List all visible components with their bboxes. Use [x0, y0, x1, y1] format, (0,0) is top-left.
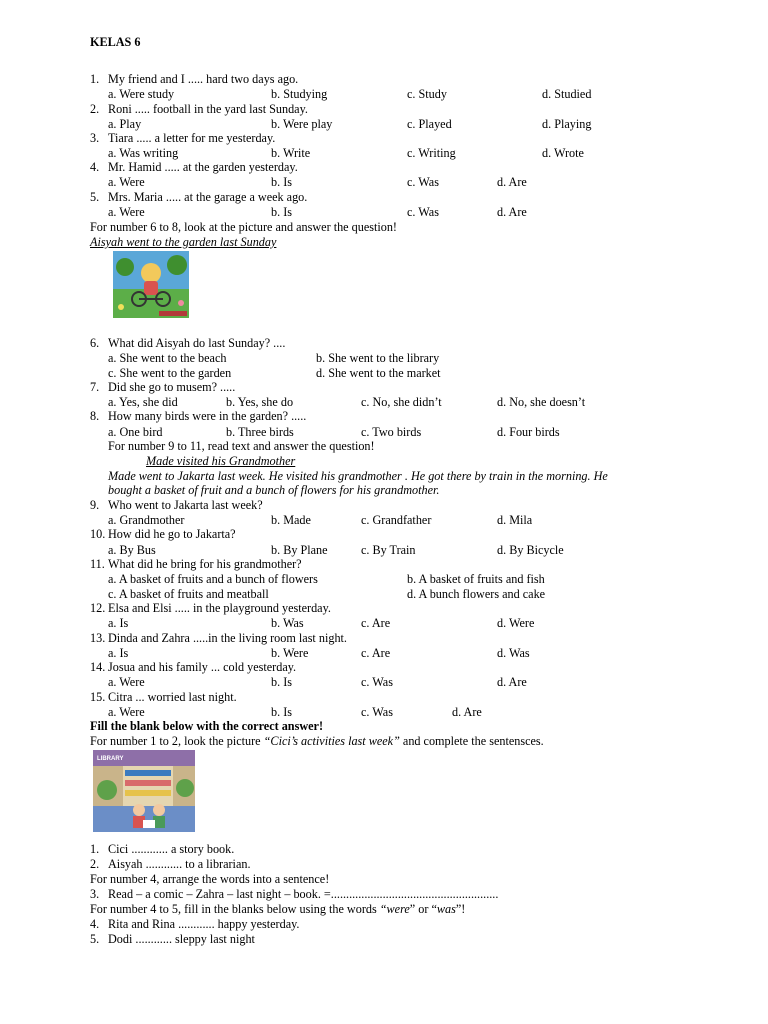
reading-text-line-1: Made went to Jakarta last week. He visited his grandmother . He got there by train in the morning. He [108, 469, 608, 483]
instruction-4: For number 4, arrange the words into a sentence! [90, 872, 330, 886]
question-number: 11. [90, 557, 105, 571]
q14-option-c: c. Was [361, 675, 393, 689]
question-number: 8. [90, 409, 100, 423]
q7-option-d: d. No, she doesn’t [497, 395, 586, 409]
question-number: 3. [90, 131, 100, 145]
picture-title: “Cici’s activities last week” [263, 734, 400, 748]
fill-3 [90, 887, 498, 901]
q5-option-c: c. Was [407, 205, 439, 219]
q6-option-a: a. She went to the beach [108, 351, 227, 365]
item-number: 3. [90, 887, 100, 901]
q11-option-a: a. A basket of fruits and a bunch of flowers [108, 572, 318, 586]
instruction-9-11: For number 9 to 11, read text and answer the question! [108, 439, 375, 453]
question-10 [90, 527, 236, 541]
q15-option-c: c. Was [361, 705, 393, 719]
question-11 [90, 557, 302, 571]
q10-option-c: c. By Train [361, 543, 416, 557]
question-6 [90, 336, 285, 350]
q3-option-c: c. Writing [407, 146, 456, 160]
q1-option-b: b. Studying [271, 87, 328, 101]
item-number: 4. [90, 917, 100, 931]
question-text: What did Aisyah do last Sunday? .... [108, 336, 286, 350]
question-text: How did he go to Jakarta? [108, 527, 236, 541]
instruction-text: For number 1 to 2, look the picture [90, 734, 264, 748]
picture1-caption: Aisyah went to the garden last Sunday [90, 235, 277, 249]
q15-option-a: a. Were [108, 705, 145, 719]
q13-option-c: c. Are [361, 646, 391, 660]
question-number: 7. [90, 380, 100, 394]
question-number: 14. [90, 660, 106, 674]
item-text: Cici ............ a story book. [108, 842, 235, 856]
q2-option-c: c. Played [407, 117, 452, 131]
q1-option-c: c. Study [407, 87, 447, 101]
q8-option-c: c. Two birds [361, 425, 422, 439]
q11-option-c: c. A basket of fruits and meatball [108, 587, 269, 601]
q14-option-b: b. Is [271, 675, 292, 689]
q9-option-a: a. Grandmother [108, 513, 185, 527]
question-number: 15. [90, 690, 106, 704]
q4-option-b: b. Is [271, 175, 292, 189]
question-text: Tiara ..... a letter for me yesterday. [108, 131, 276, 145]
q3-option-b: b. Write [271, 146, 311, 160]
question-text: What did he bring for his grandmother? [108, 557, 302, 571]
question-5 [90, 190, 307, 204]
library-picture [93, 750, 195, 832]
question-text: Roni ..... football in the yard last Sunday. [108, 102, 308, 116]
question-12 [90, 601, 331, 615]
question-3 [90, 131, 275, 145]
question-number: 2. [90, 102, 100, 116]
q8-option-d: d. Four birds [497, 425, 560, 439]
q6-option-b: b. She went to the library [316, 351, 440, 365]
question-text: Citra ... worried last night. [108, 690, 237, 704]
q8-option-b: b. Three birds [226, 425, 294, 439]
question-text: Mrs. Maria ..... at the garage a week ago. [108, 190, 308, 204]
question-13 [90, 631, 347, 645]
q5-option-a: a. Were [108, 205, 145, 219]
q2-option-d: d. Playing [542, 117, 592, 131]
question-number: 4. [90, 160, 100, 174]
q2-option-a: a. Play [108, 117, 142, 131]
q6-option-d: d. She went to the market [316, 366, 441, 380]
q15-option-b: b. Is [271, 705, 292, 719]
question-number: 1. [90, 72, 100, 86]
item-text: Dodi ............ sleppy last night [108, 932, 255, 946]
garden-picture [113, 251, 189, 318]
q12-option-b: b. Was [271, 616, 304, 630]
section-2-title: Fill the blank below with the correct answer! [90, 719, 324, 733]
q15-option-d: d. Are [452, 705, 482, 719]
item-number: 1. [90, 842, 100, 856]
q6-option-c: c. She went to the garden [108, 366, 232, 380]
q2-option-b: b. Were play [271, 117, 333, 131]
q11-option-d: d. A bunch flowers and cake [407, 587, 546, 601]
word-were: “were [379, 902, 410, 916]
q11-option-b: b. A basket of fruits and fish [407, 572, 545, 586]
item-number: 5. [90, 932, 100, 946]
q1-option-a: a. Were study [108, 87, 175, 101]
instruction-text: ” or “ [409, 902, 437, 916]
q7-option-a: a. Yes, she did [108, 395, 178, 409]
q4-option-c: c. Was [407, 175, 439, 189]
question-text: Elsa and Elsi ..... in the playground yesterday. [108, 601, 331, 615]
question-text: How many birds were in the garden? ..... [108, 409, 307, 423]
fill-2 [90, 857, 251, 871]
question-number: 9. [90, 498, 100, 512]
q9-option-c: c. Grandfather [361, 513, 432, 527]
q10-option-b: b. By Plane [271, 543, 328, 557]
question-1 [90, 72, 298, 86]
question-text: Mr. Hamid ..... at the garden yesterday. [108, 160, 298, 174]
q12-option-a: a. Is [108, 616, 129, 630]
q4-option-d: d. Are [497, 175, 527, 189]
q5-option-d: d. Are [497, 205, 527, 219]
question-9 [90, 498, 263, 512]
question-text: My friend and I ..... hard two days ago. [108, 72, 299, 86]
grade-header: KELAS 6 [90, 35, 141, 49]
reading-text-line-2: bought a basket of fruit and a bunch of flowers for his grandmother. [108, 483, 440, 497]
question-2 [90, 102, 308, 116]
question-number: 10. [90, 527, 106, 541]
question-number: 5. [90, 190, 100, 204]
q14-option-d: d. Are [497, 675, 527, 689]
question-7 [90, 380, 235, 394]
question-number: 12. [90, 601, 106, 615]
reading-title: Made visited his Grandmother [146, 454, 296, 468]
q1-option-d: d. Studied [542, 87, 592, 101]
item-number: 2. [90, 857, 100, 871]
q3-option-a: a. Was writing [108, 146, 179, 160]
question-text: Who went to Jakarta last week? [108, 498, 263, 512]
instruction-1-2 [90, 734, 544, 748]
instruction-6-8: For number 6 to 8, look at the picture and answer the question! [90, 220, 397, 234]
q13-option-d: d. Was [497, 646, 530, 660]
question-8 [90, 409, 306, 423]
q4-option-a: a. Were [108, 175, 145, 189]
item-text: Read – a comic – Zahra – last night – book. =....................................................... [108, 887, 499, 901]
question-number: 13. [90, 631, 106, 645]
q13-option-b: b. Were [271, 646, 309, 660]
q3-option-d: d. Wrote [542, 146, 584, 160]
question-4 [90, 160, 298, 174]
q13-option-a: a. Is [108, 646, 129, 660]
question-text: Did she go to musem? ..... [108, 380, 236, 394]
q8-option-a: a. One bird [108, 425, 163, 439]
question-number: 6. [90, 336, 100, 350]
q7-option-c: c. No, she didn’t [361, 395, 442, 409]
question-15 [90, 690, 237, 704]
instruction-text: For number 4 to 5, fill in the blanks below using the words [90, 902, 380, 916]
q9-option-d: d. Mila [497, 513, 533, 527]
instruction-4-5 [90, 902, 465, 916]
word-was: was [436, 902, 456, 916]
item-text: Aisyah ............ to a librarian. [108, 857, 251, 871]
question-text: Dinda and Zahra .....in the living room last night. [108, 631, 347, 645]
fill-1 [90, 842, 234, 856]
q12-option-c: c. Are [361, 616, 391, 630]
question-14 [90, 660, 296, 674]
instruction-text: ”! [455, 902, 466, 916]
fill-5 [90, 932, 255, 946]
q9-option-b: b. Made [271, 513, 311, 527]
question-text: Josua and his family ... cold yesterday. [108, 660, 297, 674]
q12-option-d: d. Were [497, 616, 535, 630]
library-sign: LIBRARY [97, 756, 124, 762]
q10-option-a: a. By Bus [108, 543, 156, 557]
instruction-text: and complete the sentensces. [399, 734, 544, 748]
fill-4 [90, 917, 299, 931]
q14-option-a: a. Were [108, 675, 145, 689]
q10-option-d: d. By Bicycle [497, 543, 564, 557]
item-text: Rita and Rina ............ happy yesterday. [108, 917, 300, 931]
q7-option-b: b. Yes, she do [226, 395, 294, 409]
q5-option-b: b. Is [271, 205, 292, 219]
